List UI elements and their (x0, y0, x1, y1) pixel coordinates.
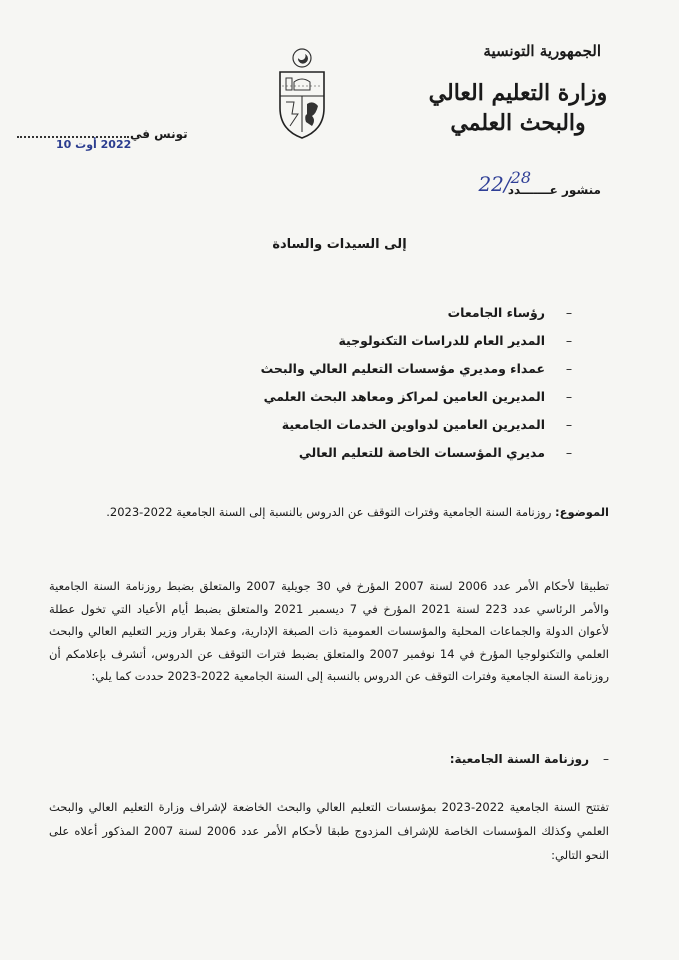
dateline-label: تونس في (130, 127, 188, 141)
republic-title: الجمهورية التونسية (483, 42, 601, 60)
section-title: روزنامة السنة الجامعية: (449, 752, 589, 766)
date-stamp: 2022 أوت 10 (56, 138, 132, 151)
circular-number (478, 168, 531, 196)
ministry-name (423, 78, 613, 138)
subject-text: روزنامة السنة الجامعية وفترات التوقف عن الدروس بالنسبة إلى السنة الجامعية 2022-2023. (106, 505, 552, 519)
ministry-line-2: والبحث العلمي (450, 110, 586, 136)
recipient-item: – رؤساء الجامعات (447, 304, 573, 320)
subject-line (59, 505, 609, 519)
ministry-line-1: وزارة التعليم العالي (428, 80, 608, 106)
recipient-item: – المديرين العامين لمراكز ومعاهد البحث العلمي (263, 388, 573, 404)
subject-label: الموضوع: (555, 505, 609, 519)
recipient-item: – المديرين العامين لدواوين الخدمات الجامعية (281, 416, 573, 432)
recipient-item: – عمداء ومديري مؤسسات التعليم العالي والبحث (260, 360, 573, 376)
body-paragraph-2: تفتتح السنة الجامعية 2022-2023 بمؤسسات التعليم العالي والبحث الخاضعة لإشراف وزارة التعليم العالي والبحث العلمي وكذلك المؤسسات الخاصة للإشراف المزدوج طبقا لأحكام الأمر عدد 2006 لسنة 2007 المذكور أعلاه على النحو التالي: (49, 800, 609, 862)
coat-of-arms-icon (272, 46, 332, 142)
recipient-item: – المدير العام للدراسات التكنولوجية (338, 332, 573, 348)
circular-label: منشور عـــــــدد (507, 183, 601, 197)
circular-number-value: 28 (510, 168, 531, 187)
recipient-item: – مديري المؤسسات الخاصة للتعليم العالي (298, 444, 573, 460)
body-paragraph-1: تطبيقا لأحكام الأمر عدد 2006 لسنة 2007 المؤرخ في 30 جويلية 2007 والمتعلق بضبط روزنامة السنة الجامعية والأمر الرئاسي عدد 223 لسنة 2021 المؤرخ في 7 ديسمبر 2021 والمتعلق بضبط أيام الأعياد التي تخول عطلة لأعوان الدولة والجماعات المحلية والمؤسسات العمومية ذات الصبغة الإدارية، وعملا بقرار وزير التعليم العالي والبحث العلمي والتكنولوجيا المؤرخ في 14 نوفمبر 2007 والمتعلق بضبط فترات التوقف عن الدروس، أتشرف بإعلامكم أن روزنامة السنة الجامعية وفترات التوقف عن الدروس بالنسبة إلى السنة الجامعية 2022-2023 حددت كما يلي: (49, 579, 610, 683)
circular-year-suffix: 22/ (478, 172, 511, 196)
recipient-list (241, 298, 581, 466)
addressee-heading: إلى السيدات والسادة (272, 237, 407, 252)
section-heading: –روزنامة السنة الجامعية: (449, 752, 609, 766)
date-dotted-line (17, 126, 129, 138)
